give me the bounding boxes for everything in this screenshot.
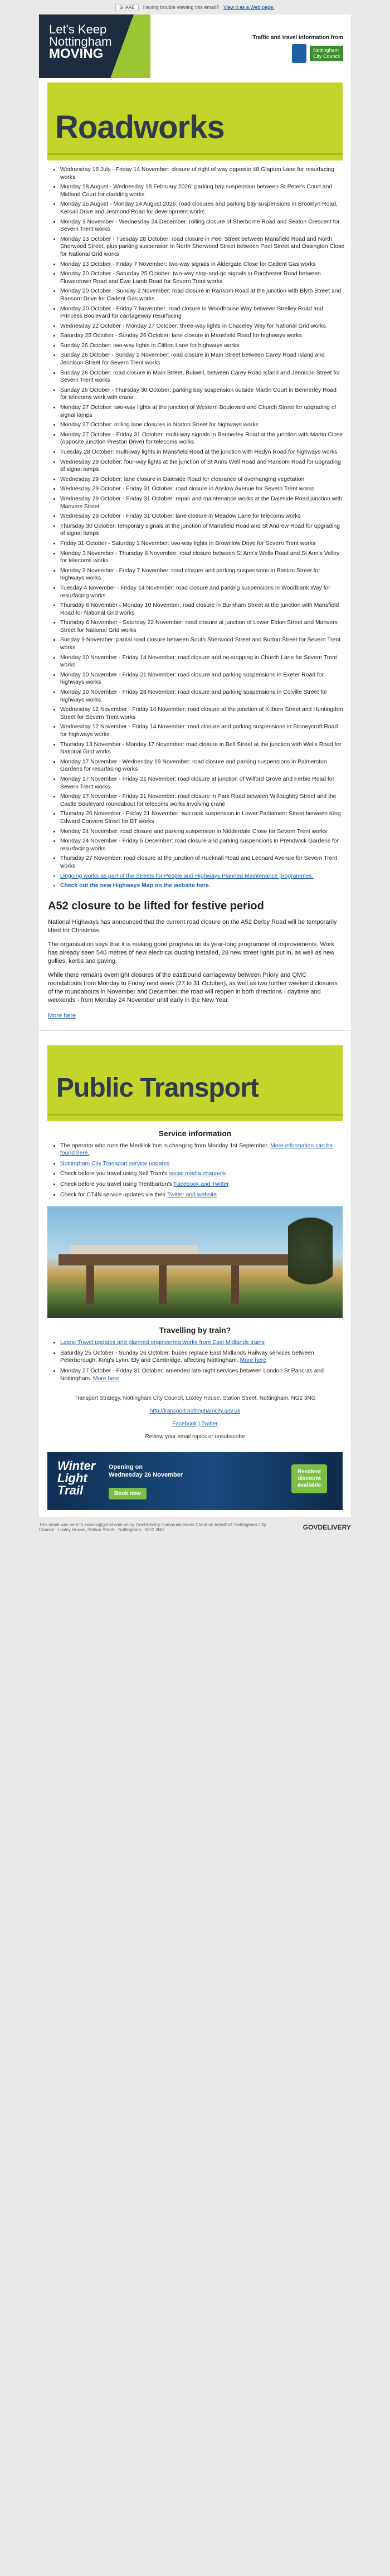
- twitter-link[interactable]: Twitter: [201, 1421, 218, 1428]
- roadworks-item: • Wednesday 12 November - Friday 14 November: road closure and parking suspensions in Stoneycroft Road for highways works: [60, 723, 344, 738]
- info-item-text: Saturday 25 October - Sunday 26 October: buses replace East Midlands Railway services between Peterborough, King's Lynn, Ely and Cambridge, affecting Nottingham.: [60, 1350, 314, 1364]
- ad-opening-line-2: Wednesday 26 November: [109, 1472, 183, 1479]
- roadworks-item: • Wednesday 29 October - Friday 31 October: repair and maintenance works at the Daleside Road junction with Manvers Street: [60, 495, 344, 510]
- footer-address: Transport Strategy, Nottingham City Council, Loxley House, Station Street, Nottingham, NG2 3NG: [74, 1395, 316, 1402]
- council-logo: [252, 44, 343, 63]
- a52-paragraph-1: National Highways has announced that the current road closure on the A52 Derby Road will be temporarily lifted for Christmas.: [48, 918, 337, 934]
- roadworks-banner: [47, 82, 343, 160]
- info-list-item: [60, 1350, 340, 1365]
- roadworks-item: • Monday 27 October - Friday 31 October: multi-way signals in Bennerley Road at the junction with Martin Close (opposite junction Preston Drive) for telecoms works: [60, 431, 344, 446]
- tree-shape: [288, 1218, 333, 1301]
- roadworks-item: • Wednesday 16 July - Friday 14 November: closure of right of way opposite 48 Glapton Lane for resurfacing works: [60, 166, 344, 181]
- info-item-link[interactable]: Facebook and Twitter: [173, 1181, 229, 1188]
- roadworks-item: • Monday 20 October - Friday 7 November: road closure in Woodhouse Way between Strelley Road and Princess Boulevard for carriageway resurfacing: [60, 305, 344, 320]
- roadworks-item: • Monday 10 November - Friday 14 November: road closure and no-stopping in Church Lane for Severn Trent works: [60, 654, 344, 669]
- roadworks-item: • Monday 10 November - Friday 21 November: road closure and parking suspensions in Exeter Road for highways works: [60, 671, 344, 686]
- ad-title-line-1: Winter: [57, 1459, 96, 1473]
- info-item-link[interactable]: Twitter and website: [167, 1191, 217, 1198]
- a52-title: A52 closure to be lifted for festive period: [48, 899, 264, 912]
- roadworks-item: • Wednesday 29 October: lane closure in Daleside Road for clearance of overhanging vegetation: [60, 476, 344, 484]
- book-now-button[interactable]: Book now: [109, 1488, 147, 1499]
- roadworks-item: • Monday 24 November - Friday 5 December: road closure and parking suspensions in Prendwick Gardens for resurfacing works: [60, 837, 344, 853]
- roadworks-item: • Thursday 6 November - Saturday 22 November: road closure at junction of Lower Eldon Street and Manvers Street for National Grid works: [60, 619, 344, 634]
- ad-title-line-2: Light: [57, 1471, 87, 1486]
- info-item-text: The operator who runs the Medilink bus is changing from Monday 1st September.: [60, 1142, 269, 1149]
- info-list-item: [60, 1181, 340, 1189]
- council-line-2: City Council: [313, 53, 340, 59]
- trouble-viewing-text: Having trouble viewing this email?: [143, 4, 219, 10]
- roadworks-item: • Monday 25 August - Monday 24 August 2026: road closures and parking bay suspensions in Brooklyn Road, Kersall Drive and Jesmond Road for development works: [60, 201, 344, 216]
- info-item-link[interactable]: social media channels: [168, 1171, 226, 1177]
- info-list-item: [60, 1170, 340, 1178]
- roadworks-item: • Monday 24 November: road closure and parking suspension in Nidderdale Close for Severn Trent works: [60, 828, 344, 836]
- ad-opening-line-1: Opening on: [109, 1464, 143, 1471]
- info-item-text: Monday 27 October - Friday 31 October: amended late-night services between London St Pancras and Nottingham.: [60, 1368, 324, 1382]
- a52-article: [39, 892, 351, 1031]
- roadworks-item: • Sunday 9 November: partial road closure between South Sherwood Street and Burton Street for Severn Trent works: [60, 636, 344, 651]
- roadworks-item: • Monday 20 October - Sunday 2 November: road closure in Ransom Road at the junction with Blyth Street and Ransom Drive for Cadent Gas works: [60, 288, 344, 303]
- review-topics-text[interactable]: Review your email topics or unsubscribe: [145, 1434, 245, 1440]
- info-item-text: Check before you travel using Trentbarton's: [60, 1181, 172, 1188]
- header-info-text: Traffic and travel information from: [252, 35, 343, 41]
- a52-paragraph-2: The organisation says that it is making good progress on its year-long programme of improvements. Work has already seen 540 metres of new electrical ducting installed, 28 new street lights put in, as well as new gullies, kerbs and paving.: [48, 941, 335, 965]
- logo-line-2: Nottingham: [49, 35, 112, 48]
- roadworks-item: • Monday 13 October - Tuesday 28 October: road closure in Peel Street between Mansfield Road and North Sherwood Street, plus parking suspension in North Sherwood Street between Peel Street and Ossington Close for National Grid works: [60, 236, 344, 259]
- info-item-text: Check for CT4N service updates via their: [60, 1191, 166, 1198]
- roadworks-item: • Sunday 26 October: road closure in Main Street, Bulwell, between Carey Road Island and Jennison Street for Severn Trent works: [60, 369, 344, 384]
- roadworks-item: • Saturday 25 October - Sunday 26 October: lane closure in Mansfield Road for highways works: [60, 332, 344, 340]
- email-body: [39, 14, 351, 1517]
- roadworks-item: • Monday 27 October: two-way lights at the junction of Western Boulevard and Church Street for upgrading of signal lamps: [60, 404, 344, 419]
- info-item-link[interactable]: Latest Travel updates and planned engineering works from East Midlands trains: [60, 1340, 265, 1346]
- public-transport-title: Public Transport: [56, 1073, 259, 1103]
- footer-website-link[interactable]: http://transport.nottinghamcity.gov.uk: [149, 1408, 241, 1415]
- a52-paragraph-3: While there remains overnight closures of the eastbound carriageway between Priory and QMC roundabouts from Monday to Friday next week (27 to 31 October), as well as two further weekend closures of the roundabouts in November and December, the road will reopen in both directions - daytime and weekends - from Monday 24 November until early in the New Year.: [48, 971, 338, 1004]
- roadworks-item: • Wednesday 12 November - Friday 14 November: road closure at the junction of Kilburn Street and Huntingdon Street for Severn Trent works: [60, 706, 344, 721]
- service-info-heading: Service information: [158, 1128, 232, 1138]
- roadworks-item: • Tuesday 4 November - Friday 14 November: road closure and parking suspensions in Woodbank Way for resurfacing works: [60, 585, 344, 600]
- roadworks-item: • Thursday 13 November - Monday 17 November: road closure in Bell Street at the junction with Wells Road for National Grid works: [60, 741, 344, 756]
- roadworks-item: • Monday 17 November - Friday 21 November: road closure at junction of Wilford Grove and Ferbie Road for Severn Trent works: [60, 776, 344, 791]
- info-item-link[interactable]: More here: [92, 1375, 120, 1382]
- service-info-list: [39, 1142, 351, 1199]
- logo-line-1: Let's Keep: [49, 22, 107, 36]
- public-transport-banner: [47, 1045, 343, 1121]
- info-list-item: [60, 1160, 340, 1168]
- info-item-text: Check before you travel using Nell Tram's: [60, 1171, 167, 1177]
- roadworks-item: • Monday 10 November - Friday 28 November: road closure and parking suspensions in Colville Street for highways works: [60, 689, 344, 704]
- council-line-1: Nottingham: [313, 47, 339, 53]
- highways-map-link[interactable]: • Check out the new Highways Map on the website here.: [60, 882, 344, 890]
- top-notice-bar: [0, 0, 390, 14]
- roadworks-item: • Friday 31 October - Saturday 1 November: two-way lights in Brownlow Drive for Severn Trent works: [60, 540, 344, 548]
- roadworks-item: • Thursday 30 October: temporary signals at the junction of Mansfield Road and St Andrew Road for upgrading of signal lamps: [60, 523, 344, 538]
- logo-line-3: MOVING: [49, 46, 104, 61]
- roadworks-item: • Monday 17 November - Friday 21 November: road closure in Park Road between Willoughby Street and the Castle Boulevard roundabout for telecoms works involving crane: [60, 793, 344, 808]
- info-item-link[interactable]: Nottingham City Transport service updates: [60, 1160, 170, 1167]
- roadworks-item: • Thursday 20 November - Friday 21 November: two rank suspension in Lower Parliament Street between King Edward Convent Street for BT works: [60, 810, 344, 825]
- roadworks-item: • Monday 27 October: rolling lane closures in Norton Street for highways works: [60, 421, 344, 429]
- roadworks-item: • Wednesday 22 October - Monday 27 October: three-way lights in Chaceley Way for National Grid works: [60, 323, 344, 330]
- roadworks-item: • Thursday 6 November - Monday 10 November: road closure in Burnham Street at the junction with Mansfield Road for National Grid works: [60, 602, 344, 617]
- share-button[interactable]: SHARE: [115, 4, 139, 11]
- view-web-link[interactable]: View it as a Web page.: [223, 4, 275, 10]
- roadworks-list: [39, 166, 351, 890]
- roadworks-item: • Sunday 26 October - Sunday 2 November: road closure in Main Street between Carey Road Island and Jennison Street for Severn Trent works: [60, 352, 344, 367]
- train-info-list: [39, 1339, 351, 1382]
- roadworks-item: • Monday 18 August - Wednesday 18 February 2026: parking bay suspension between St Peter's Court and Midland Court for cladding works: [60, 183, 344, 198]
- roadworks-item: • Monday 3 November - Thursday 6 November: road closure between St Ann's Wells Road and St Ann's Valley for telecoms works: [60, 550, 344, 565]
- lets-keep-moving-logo: [39, 14, 150, 78]
- a52-more-link[interactable]: More here: [48, 1012, 76, 1019]
- bottom-bar: [39, 1520, 351, 1535]
- ongoing-works-link[interactable]: • Ongoing works as part of the Streets for People and Highways Planned Maintenance programmes.: [60, 873, 344, 880]
- council-crest-icon: [292, 44, 306, 63]
- ad-title-line-3: Trail: [57, 1483, 84, 1498]
- train-heading: Travelling by train?: [159, 1326, 231, 1335]
- email-footer: Transport Strategy, Nottingham City Council, Loxley House, Station Street, Nottingham, NG2 3NG http://transport.nottinghamcity.gov.uk Facebook | Twitter Review your email topics or unsubscribe: [39, 1385, 351, 1447]
- email-header: [39, 14, 351, 78]
- roadworks-item: • Sunday 26 October - Thursday 30 October: parking bay suspension outside Martin Court in Bennerley Road for telecoms work with crane: [60, 387, 344, 402]
- roadworks-item: • Monday 17 November - Wednesday 19 November: road closure and parking suspensions in Palmerston Gardens for resurfacing works: [60, 758, 344, 773]
- resident-discount-badge: Resident discount available: [291, 1464, 327, 1493]
- info-item-link[interactable]: More here: [240, 1357, 266, 1364]
- info-list-item: [60, 1367, 340, 1382]
- roadworks-item: • Wednesday 29 October - Friday 31 October: road closure in Anslow Avenue for Severn Trent works: [60, 485, 344, 493]
- facebook-link[interactable]: Facebook: [172, 1421, 197, 1428]
- roadworks-item: • Thursday 27 November: road closure at the junction of Hucknall Road and Leonard Avenue for Severn Trent works: [60, 855, 344, 870]
- roadworks-item: • Wednesday 29 October: four-way lights at the junction of St Anns Well Road and Ransom Road for upgrading of signal lamps: [60, 459, 344, 474]
- govdelivery-notice: This email was sent to xxxxxx@gmail.com using GovDelivery Communications Cloud on behalf of: Nottingham City Council · Loxley House, Station Street · Nottingham · NG2 3NG: [39, 1522, 266, 1533]
- govdelivery-logo: GOVDELIVERY: [303, 1523, 351, 1532]
- roadworks-item: • Monday 3 November - Friday 7 November: road closure and parking suspensions in Baston Street for highways works: [60, 567, 344, 582]
- info-list-item: [60, 1339, 340, 1347]
- roadworks-title: Roadworks: [55, 109, 225, 145]
- info-list-item: [60, 1191, 340, 1199]
- roadworks-item: • Wednesday 29 October - Friday 31 October: lane closure in Meadow Lane for telecoms works: [60, 513, 344, 520]
- bridge-shape: [58, 1254, 292, 1265]
- winter-light-trail-ad[interactable]: [47, 1452, 343, 1510]
- info-item-link[interactable]: More information can be found here.: [60, 1142, 333, 1157]
- roadworks-item: • Monday 13 October - Friday 7 November: two-way signals in Aldergate Close for Cadent Gas works: [60, 261, 344, 269]
- roadworks-item: • Monday 3 November - Wednesday 24 December: rolling closure of Sherborne Road and Seaton Crescent for Severn Trent works: [60, 218, 344, 233]
- roadworks-item: • Monday 20 October - Saturday 25 October: two-way stop-and-go signals in Porchester Road between Flowerdown Road and Ewe Lamb Road for Severn Trent works: [60, 270, 344, 285]
- roadworks-item: • Tuesday 28 October: multi-way lights in Mansfield Road at the junction with Hadyn Road for highways works: [60, 449, 344, 456]
- roadworks-item: • Sunday 26 October: two-way lights in Clifton Lane for highways works: [60, 342, 344, 350]
- railway-bridge-photo: [47, 1206, 343, 1318]
- info-list-item: [60, 1142, 340, 1157]
